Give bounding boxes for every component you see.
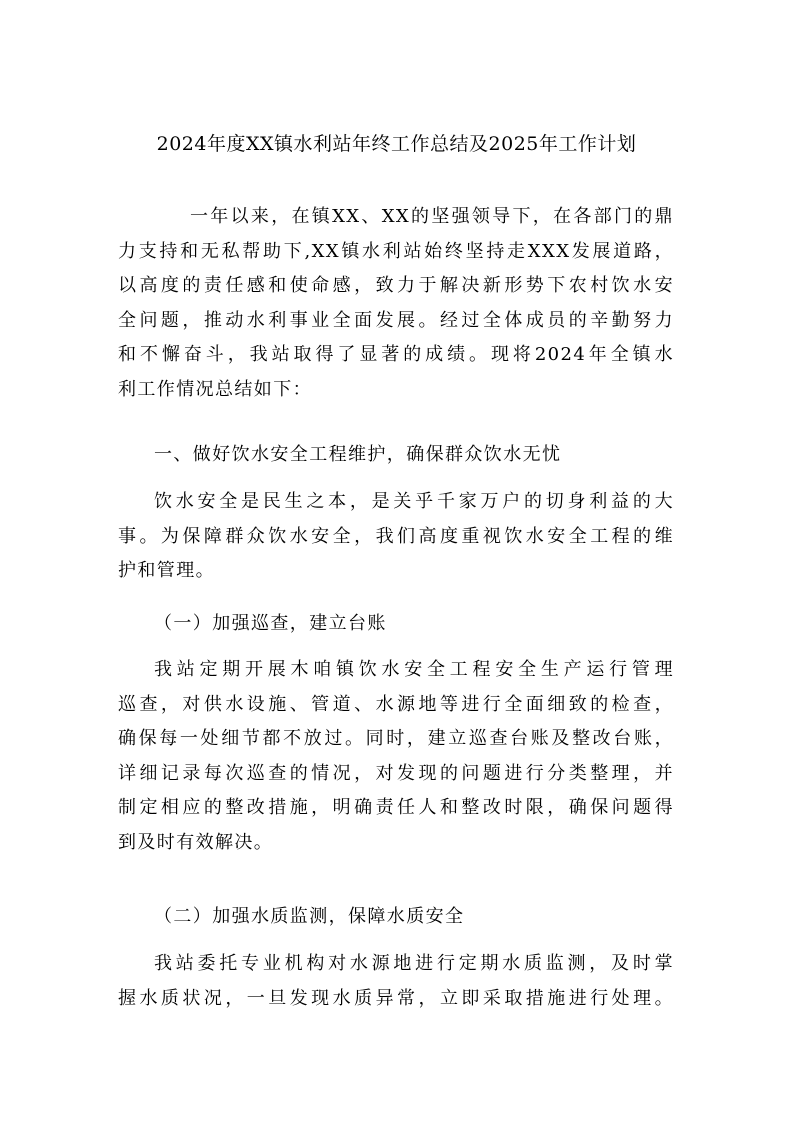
- paragraph-line: 利工作情况总结如下：: [118, 378, 312, 400]
- subsection-heading-text: （一）加强巡查，建立台账: [154, 613, 387, 634]
- paragraph-line: 事。为保障群众饮水安全，我们高度重视饮水安全工程的维: [118, 525, 674, 547]
- paragraph-line: 以高度的责任感和使命感，致力于解决新形势下农村饮水安: [118, 275, 674, 296]
- section-heading: [118, 438, 674, 473]
- paragraph-line: 制定相应的整改措施，明确责任人和整改时限，确保问题得: [118, 797, 674, 818]
- paragraph-line: 握水质状况，一旦发现水质异常，立即采取措施进行处理。: [118, 987, 674, 1009]
- paragraph-line: 巡查，对供水设施、管道、水源地等进行全面细致的检查，: [118, 693, 674, 715]
- subsection-heading-text: （二）加强水质监测，保障水质安全: [154, 906, 465, 927]
- paragraph-line: 到及时有效解决。: [118, 831, 274, 853]
- subsection-paragraph: [118, 653, 674, 860]
- paragraph-line: 护和管理。: [118, 560, 215, 581]
- section-paragraph: [118, 485, 674, 589]
- paragraph-line: 全问题，推动水利事业全面发展。经过全体成员的辛勤努力: [118, 309, 674, 331]
- paragraph-line: 我站委托专业机构对水源地进行定期水质监测，及时掌: [154, 953, 674, 974]
- paragraph-line: 确保每一处细节都不放过。同时，建立巡查台账及整改台账，: [118, 728, 674, 749]
- section-heading-text: 一、做好饮水安全工程维护，确保群众饮水无忧: [154, 444, 562, 465]
- paragraph-line: 一年以来，在镇XX、XX的坚强领导下，在各部门的鼎: [190, 206, 674, 227]
- intro-paragraph: [118, 200, 674, 407]
- paragraph-line: 力支持和无私帮助下,XX镇水利站始终坚持走XXX发展道路，: [118, 240, 674, 262]
- paragraph-line: 我站定期开展木咱镇饮水安全工程安全生产运行管理: [154, 659, 674, 680]
- subsection-heading: [118, 900, 674, 935]
- paragraph-line: 和不懈奋斗，我站取得了显著的成绩。现将2024年全镇水: [118, 344, 674, 365]
- paragraph-line: 饮水安全是民生之本，是关乎千家万户的切身利益的大: [154, 491, 674, 512]
- document-title: 2024年度XX镇水利站年终工作总结及2025年工作计划: [156, 133, 637, 155]
- subsection-heading: [118, 607, 674, 642]
- subsection-paragraph: [118, 947, 674, 1016]
- paragraph-line: 详细记录每次巡查的情况，对发现的问题进行分类整理，并: [118, 762, 674, 784]
